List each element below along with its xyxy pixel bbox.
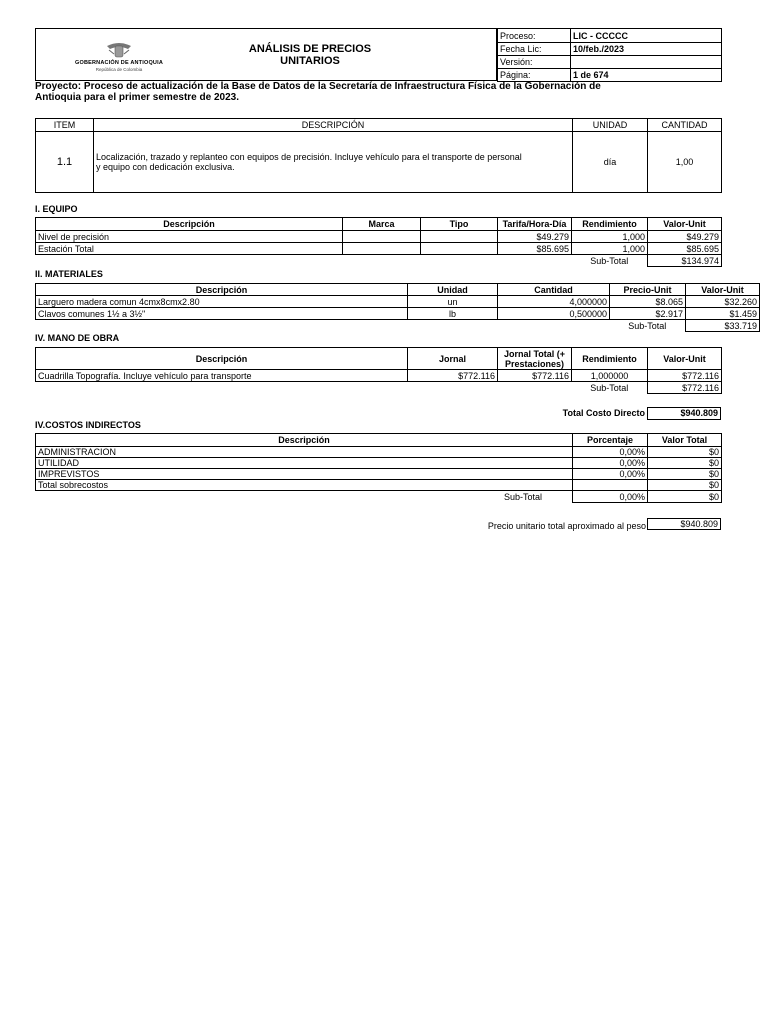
table-row [36,308,760,320]
indirecto-desc: UTILIDAD [36,458,573,469]
total-directo-label: Total Costo Directo [562,408,645,418]
indirecto-pct: 0,00% [573,458,648,469]
equipo-tarifa: $49.279 [498,231,572,243]
mano-obra-valor: $772.116 [648,370,722,382]
materiales-header: Cantidad [498,284,610,296]
meta-table [497,28,722,82]
table-row [36,296,760,308]
equipo-subtotal: $134.974 [648,255,722,267]
page-title [200,43,420,67]
indirecto-desc: Total sobrecostos [36,480,573,491]
material-valor: $32.260 [686,296,760,308]
materiales-header: Descripción [36,284,408,296]
mano-obra-header: Rendimiento [572,348,648,370]
equipo-rend: 1,000 [572,243,648,255]
item-header: DESCRIPCIÓN [94,119,573,132]
meta-value: LIC - CCCCC [571,29,722,43]
equipo-marca [343,231,421,243]
meta-value [571,56,722,69]
indirecto-valor: $0 [648,458,722,469]
mano-obra-rend: 1,000000 [572,370,648,382]
indirectos-header: Valor Total [648,434,722,447]
precio-total-value: $940.809 [647,518,721,530]
mano-obra-header-line1: Jornal Total (+ [503,348,566,359]
indirectos-subtotal-label [36,491,573,503]
material-cant: 4,000000 [498,296,610,308]
equipo-header: Tarifa/Hora-Día [498,218,572,231]
logo [58,40,180,76]
material-valor: $1.459 [686,308,760,320]
equipo-tipo [421,231,498,243]
mano-obra-table [35,347,722,394]
material-precio: $2.917 [610,308,686,320]
meta-label: Proceso: [498,29,571,43]
equipo-header: Rendimiento [572,218,648,231]
mano-obra-header: Valor-Unit [648,348,722,370]
project-line2: Antioquia para el primer semestre de 2023. [35,92,239,103]
table-row [36,370,722,382]
equipo-header: Descripción [36,218,343,231]
item-header: ITEM [36,119,94,132]
item-quantity: 1,00 [648,132,722,193]
mano-obra-header-jornal-total [498,348,572,370]
indirecto-pct [573,480,648,491]
logo-text: GOBERNACIÓN DE ANTIOQUIA [74,60,163,66]
indirecto-valor: $0 [648,447,722,458]
materiales-header: Valor-Unit [686,284,760,296]
item-number: 1.1 [36,132,94,193]
mano-obra-total: $772.116 [498,370,572,382]
item-description-line2: y equipo con dedicación exclusiva. [96,162,235,172]
equipo-table [35,217,722,267]
indirecto-pct: 0,00% [573,447,648,458]
section-title-indirectos: IV.COSTOS INDIRECTOS [35,420,141,430]
item-table [35,118,722,193]
meta-value: 10/feb./2023 [571,43,722,56]
material-cant: 0,500000 [498,308,610,320]
page-title-line1: ANÁLISIS DE PRECIOS [248,43,372,55]
page-title-line2: UNITARIOS [280,55,340,67]
precio-total-label: Precio unitario total aproximado al peso [487,521,646,531]
meta-value: 1 de 674 [571,69,722,82]
mano-obra-header: Descripción [36,348,408,370]
meta-label: Versión: [498,56,571,69]
table-row [36,480,722,491]
mano-obra-desc: Cuadrilla Topografía. Incluye vehículo para transporte [36,370,408,382]
mano-obra-header-line2: Prestaciones) [504,358,565,369]
coat-of-arms-icon [104,40,134,60]
table-row [36,447,722,458]
equipo-tipo [421,243,498,255]
material-unidad: lb [408,308,498,320]
material-desc: Larguero madera comun 4cmx8cmx2.80 [36,296,408,308]
mano-obra-subtotal-label: Sub-Total [590,382,629,393]
mano-obra-jornal: $772.116 [408,370,498,382]
section-title-equipo: I. EQUIPO [35,204,78,214]
project-description [35,81,725,103]
equipo-desc: Estación Total [36,243,343,255]
materiales-table [35,283,760,332]
mano-obra-subtotal: $772.116 [648,382,722,394]
equipo-subtotal-label: Sub-Total [590,255,629,266]
indirecto-pct: 0,00% [573,469,648,480]
equipo-rend: 1,000 [572,231,648,243]
section-title-materiales: II. MATERIALES [35,269,103,279]
equipo-tarifa: $85.695 [498,243,572,255]
indirectos-subtotal-pct: 0,00% [573,491,648,503]
logo-subtext: República de Colombia [95,67,143,72]
meta-label: Fecha Lic: [498,43,571,56]
indirectos-header: Porcentaje [573,434,648,447]
indirecto-desc: ADMINISTRACION [36,447,573,458]
indirectos-header: Descripción [36,434,573,447]
item-description-line1: Localización, trazado y replanteo con equipos de precisión. Incluye vehículo para el transporte de personal [96,152,522,162]
table-row [36,243,722,255]
indirectos-table [35,433,722,503]
materiales-header: Unidad [408,284,498,296]
item-unit: día [573,132,648,193]
table-row [36,469,722,480]
materiales-header: Precio-Unit [610,284,686,296]
material-unidad: un [408,296,498,308]
equipo-valor: $49.279 [648,231,722,243]
materiales-subtotal: $33.719 [686,320,760,332]
project-line1: Proyecto: Proceso de actualización de la Base de Datos de la Secretaría de Infraestructura Física de la Gobernación de [35,81,601,92]
item-description [94,132,573,193]
section-title-mano-obra: IV. MANO DE OBRA [35,333,120,343]
equipo-desc: Nivel de precisión [36,231,343,243]
indirecto-valor: $0 [648,469,722,480]
indirectos-subtotal: $0 [648,491,722,503]
item-header: CANTIDAD [648,119,722,132]
equipo-header: Marca [343,218,421,231]
table-row [36,458,722,469]
equipo-valor: $85.695 [648,243,722,255]
mano-obra-header: Jornal [408,348,498,370]
indirecto-valor: $0 [648,480,722,491]
equipo-header: Valor-Unit [648,218,722,231]
materiales-subtotal-label: Sub-Total [628,320,667,331]
material-precio: $8.065 [610,296,686,308]
indirectos-subtotal-label-text: Sub-Total [503,491,542,502]
meta-label: Página: [498,69,571,82]
total-directo-value: $940.809 [647,407,721,420]
material-desc: Clavos comunes 1½ a 3½" [36,308,408,320]
equipo-marca [343,243,421,255]
equipo-header: Tipo [421,218,498,231]
table-row [36,231,722,243]
indirecto-desc: IMPREVISTOS [36,469,573,480]
item-header: UNIDAD [573,119,648,132]
